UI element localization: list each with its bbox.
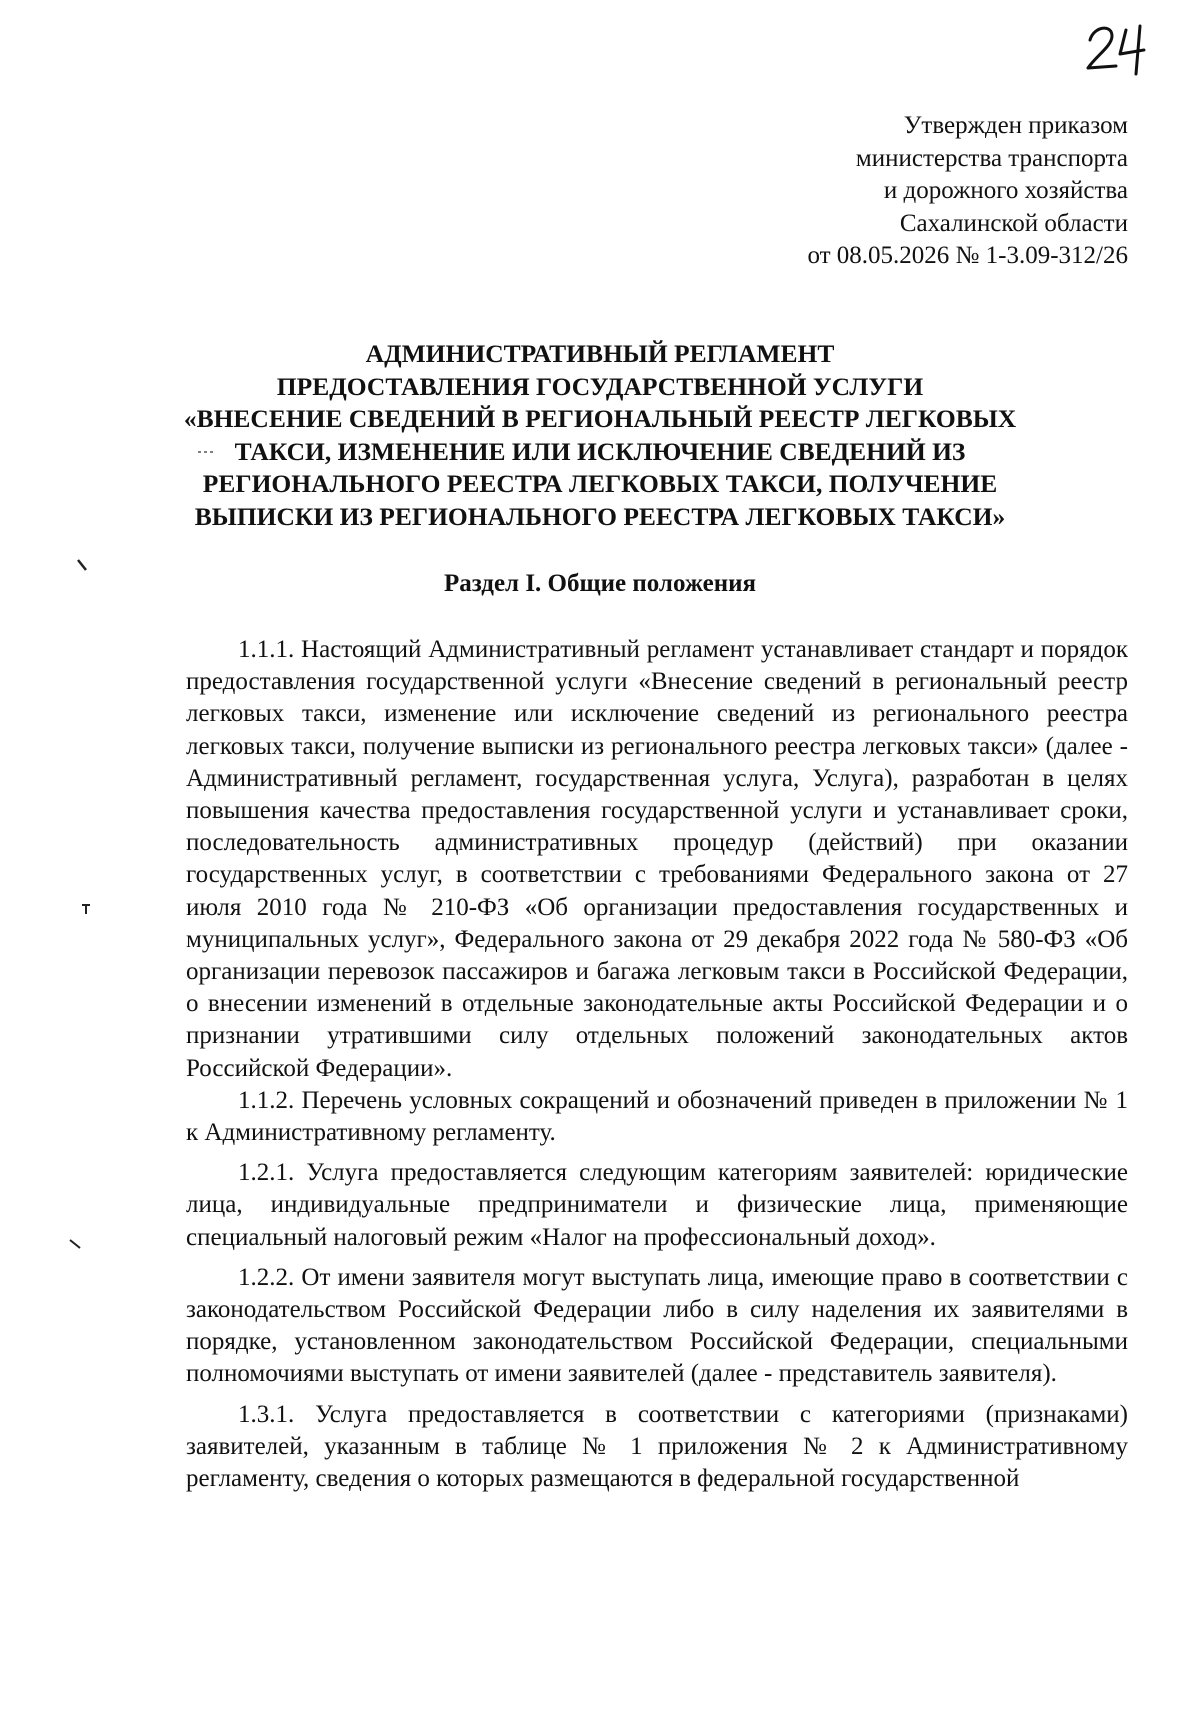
- paragraph-1-1-1: 1.1.1. Настоящий Административный регламент устанавливает стандарт и порядок предоставления государственной услуги «Внесение сведений в региональный реестр легковых такси, изменение или исключение сведений из регионального реестра легковых такси, получение выписки из регионального реестра легковых такси» (далее - Административный регламент, государственная услуга, Услуга), разработан в целях повышения качества предоставления государственной услуги и устанавливает сроки, последовательность административных процедур (действий) при оказании государственных услуг, в соответствии с требованиями Федерального закона от 27 июля 2010 года № 210-ФЗ «Об организации предоставления государственных и муниципальных услуг», Федерального закона от 29 декабря 2022 года № 580-ФЗ «Об организации перевозок пассажиров и багажа легковым такси в Российской Федерации, о внесении изменений в отдельные законодательные акты Российской Федерации и о признании утратившими силу отдельных положений законодательных актов Российской Федерации».: [186, 636, 1128, 1082]
- title-line: ВЫПИСКИ ИЗ РЕГИОНАЛЬНОГО РЕЕСТРА ЛЕГКОВЫХ ТАКСИ»: [194, 501, 1006, 531]
- title-line: АДМИНИСТРАТИВНЫЙ РЕГЛАМЕНТ: [365, 339, 835, 368]
- approval-line: Сахалинской области: [899, 209, 1128, 237]
- title-line: «ВНЕСЕНИЕ СВЕДЕНИЙ В РЕГИОНАЛЬНЫЙ РЕЕСТР ЛЕГКОВЫХ: [183, 404, 1017, 433]
- document-body: [186, 634, 1128, 1495]
- scan-speck: [80, 902, 92, 916]
- approval-line: от 08.05.2026 № 1-3.09-312/26: [807, 242, 1128, 269]
- paragraph-1-2-1: 1.2.1. Услуга предоставляется следующим категориям заявителей: юридические лица, индивидуальные предприниматели и физические лица, применяющие специальный налоговый режим «Налог на профессиональный доход».: [186, 1159, 1128, 1251]
- scan-speck: [76, 558, 88, 572]
- paragraph-1-3-1: 1.3.1. Услуга предоставляется в соответствии с категориями (признаками) заявителей, указанным в таблице № 1 приложения № 2 к Административному регламенту, сведения о которых размещаются в федеральной государственной: [186, 1400, 1128, 1493]
- document-title: [150, 338, 1050, 533]
- section-heading: Раздел I. Общие положения: [443, 570, 757, 597]
- scan-speck: [196, 448, 216, 456]
- approval-line: министерства транспорта: [855, 144, 1128, 172]
- approval-line: и дорожного хозяйства: [883, 177, 1128, 204]
- approval-line: Утвержден приказом: [903, 112, 1128, 139]
- title-line: РЕГИОНАЛЬНОГО РЕЕСТРА ЛЕГКОВЫХ ТАКСИ, ПОЛУЧЕНИЕ: [202, 469, 998, 498]
- paragraph-1-2-2: 1.2.2. От имени заявителя могут выступать лица, имеющие право в соответствии с законодательством Российской Федерации либо в силу наделения их заявителями в порядке, установленном законодательством Российской Федерации, специальными полномочиями выступать от имени заявителей (далее - представитель заявителя).: [186, 1263, 1128, 1388]
- title-line: ТАКСИ, ИЗМЕНЕНИЕ ИЛИ ИСКЛЮЧЕНИЕ СВЕДЕНИЙ ИЗ: [234, 436, 966, 466]
- approval-stamp-block: [807, 110, 1128, 273]
- handwritten-page-number: [1082, 18, 1152, 78]
- title-line: ПРЕДОСТАВЛЕНИЯ ГОСУДАРСТВЕННОЙ УСЛУГИ: [276, 371, 924, 401]
- scan-speck: [68, 1238, 82, 1252]
- paragraph-1-1-2: 1.1.2. Перечень условных сокращений и обозначений приведен в приложении № 1 к Административному регламенту.: [186, 1086, 1128, 1147]
